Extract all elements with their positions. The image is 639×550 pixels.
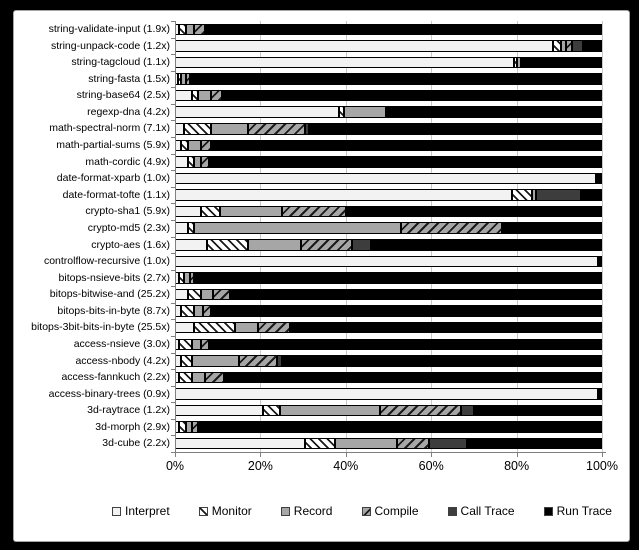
x-axis-line [171,452,606,453]
bar-segment-interpret [175,106,339,118]
category-label: string-fasta (1.5x) [88,72,170,85]
bar-segment-monitor [188,289,201,301]
bar-row [175,73,602,85]
bar-segment-run-trace [209,156,602,168]
category-label: math-partial-sums (5.9x) [56,139,170,152]
bar-segment-interpret [175,289,188,301]
bar-row [175,239,602,251]
category-label: bitops-3bit-bits-in-byte (25.5x) [31,321,170,334]
y-axis-tick [171,303,175,304]
bar-segment-interpret [175,156,188,168]
bar-segment-record [192,372,205,384]
bar-segment-run-trace [194,272,602,284]
y-axis-tick [171,452,175,453]
bar-segment-record [211,123,247,135]
y-axis-tick [171,187,175,188]
bar-segment-record [344,106,387,118]
y-axis-line [175,21,176,452]
bar-segment-record [188,140,201,152]
x-axis-tick [175,452,176,457]
bar-segment-compile [205,372,224,384]
y-axis-tick [171,38,175,39]
bar-row [175,24,602,36]
y-axis-tick [171,319,175,320]
legend-item-run-trace [544,504,612,518]
compile-swatch-icon [362,507,371,516]
bar-segment-run-trace [211,305,602,317]
bar-segment-compile [397,438,429,450]
run-trace-swatch-icon [544,507,553,516]
bar-segment-interpret [175,388,598,400]
category-label: controlflow-recursive (1.0x) [43,255,170,268]
bar-segment-interpret [175,189,512,201]
bar-segment-compile [201,156,210,168]
category-label: access-nsieve (3.0x) [73,337,170,350]
bar-row [175,322,602,334]
y-axis-tick [171,170,175,171]
category-label: access-nbody (4.2x) [75,354,170,367]
category-label: bitops-nsieve-bits (2.7x) [58,271,170,284]
bar-segment-run-trace [222,90,602,102]
category-label: 3d-morph (2.9x) [95,420,170,433]
bar-segment-record [280,405,380,417]
y-axis-tick [171,270,175,271]
bar-segment-record [335,438,397,450]
bar-segment-monitor [184,123,212,135]
bar-segment-run-trace [282,355,602,367]
legend-item-call-trace [448,504,515,518]
bar-segment-run-trace [371,239,602,251]
bar-segment-call-trace [429,438,467,450]
y-axis-tick [171,220,175,221]
call-trace-swatch-icon [448,507,457,516]
bar-segment-compile [282,206,346,218]
bar-segment-monitor [179,372,192,384]
category-label: string-tagcloud (1.1x) [71,56,170,69]
y-axis-tick [171,336,175,337]
x-tick-label-40: 40% [333,459,359,473]
category-label: 3d-cube (2.2x) [102,437,170,450]
bar-segment-interpret [175,256,598,268]
plot-area [175,21,602,452]
bar-segment-run-trace [290,322,602,334]
bar-row [175,355,602,367]
bar-segment-interpret [175,123,184,135]
bar-segment-run-trace [230,289,601,301]
bar-row [175,222,602,234]
bar-segment-record [192,339,201,351]
bar-row [175,305,602,317]
y-axis-tick [171,369,175,370]
y-axis-tick [171,353,175,354]
bar-segment-interpret [175,222,188,234]
bar-row [175,372,602,384]
legend-item-compile [362,504,419,518]
category-label: regexp-dna (4.2x) [87,105,170,118]
bar-segment-interpret [175,40,553,52]
bar-segment-run-trace [211,140,602,152]
category-label: bitops-bitwise-and (25.2x) [49,288,170,301]
y-axis-tick [171,435,175,436]
x-axis-tick [602,452,603,457]
bar-segment-run-trace [190,73,602,85]
x-tick-label-0: 0% [165,459,185,473]
bar-row [175,405,602,417]
bar-segment-monitor [201,206,220,218]
bar-segment-monitor [263,405,280,417]
bar-segment-compile [380,405,461,417]
x-axis-tick [517,452,518,457]
category-label: date-format-xparb (1.0x) [56,172,170,185]
x-axis-tick [346,452,347,457]
bar-row [175,57,602,69]
bar-segment-interpret [175,438,305,450]
bar-segment-record [194,222,401,234]
bar-segment-call-trace [352,239,371,251]
category-label: date-format-tofte (1.1x) [62,188,170,201]
category-label: math-spectral-norm (7.1x) [49,122,170,135]
bar-row [175,140,602,152]
bar-segment-compile [211,90,222,102]
x-tick-label-20: 20% [247,459,273,473]
bar-segment-compile [203,305,212,317]
interpret-swatch-icon [112,507,121,516]
bar-segment-compile [258,322,290,334]
bar-segment-monitor [179,339,192,351]
bar-row [175,438,602,450]
bar-segment-run-trace [224,372,602,384]
bar-segment-run-trace [502,222,602,234]
bar-segment-run-trace [521,57,602,69]
bar-segment-monitor [181,305,194,317]
legend-item-record [281,504,333,518]
bar-segment-run-trace [346,206,602,218]
bar-row [175,256,602,268]
bar-segment-run-trace [598,256,602,268]
bar-row [175,40,602,52]
bar-segment-monitor [305,438,335,450]
category-label: crypto-aes (1.6x) [91,238,170,251]
bar-row [175,289,602,301]
y-axis-tick [171,104,175,105]
category-label: math-cordic (4.9x) [85,155,170,168]
y-axis-tick [171,419,175,420]
bar-segment-call-trace [461,405,474,417]
legend-label: Interpret [125,504,170,518]
category-label: crypto-md5 (2.3x) [87,221,170,234]
bar-segment-monitor [181,355,192,367]
category-label: string-validate-input (1.9x) [48,23,170,35]
bar-row [175,123,602,135]
bar-segment-run-trace [581,189,602,201]
bar-segment-run-trace [467,438,602,450]
legend-label: Call Trace [460,504,515,518]
bar-segment-monitor [194,322,235,334]
bar-segment-interpret [175,206,201,218]
bar-row [175,90,602,102]
bar-segment-run-trace [309,123,601,135]
category-label: access-binary-trees (0.9x) [48,387,170,400]
bar-segment-call-trace [572,40,583,52]
bar-segment-interpret [175,405,263,417]
legend-label: Monitor [211,504,252,518]
x-tick-label-60: 60% [418,459,444,473]
bar-segment-interpret [175,173,596,185]
bar-row [175,421,602,433]
bar-segment-record [220,206,282,218]
bar-segment-run-trace [209,339,602,351]
category-label: string-base64 (2.5x) [76,89,170,102]
category-label: 3d-raytrace (1.2x) [87,404,170,417]
bar-row [175,388,602,400]
y-axis-tick [171,154,175,155]
bar-segment-call-trace [536,189,581,201]
bar-segment-record [198,90,211,102]
bar-segment-interpret [175,239,207,251]
bar-segment-run-trace [598,388,602,400]
bar-segment-monitor [207,239,248,251]
gridline [602,21,603,452]
bar-segment-compile [213,289,230,301]
bar-segment-run-trace [474,405,602,417]
bar-row [175,156,602,168]
bar-row [175,272,602,284]
category-label: access-fannkuch (2.2x) [61,371,170,384]
y-axis-tick [171,137,175,138]
bar-segment-compile [401,222,501,234]
y-axis-tick [171,402,175,403]
legend-label: Record [293,504,333,518]
legend [112,501,612,521]
y-axis-tick [171,237,175,238]
y-axis-tick [171,54,175,55]
bar-segment-run-trace [386,106,602,118]
bar-segment-run-trace [583,40,602,52]
bar-segment-interpret [175,322,194,334]
x-axis-tick [431,452,432,457]
bar-segment-run-trace [205,24,602,36]
x-axis-tick [260,452,261,457]
x-tick-label-80: 80% [504,459,530,473]
bar-segment-monitor [553,40,562,52]
bar-segment-compile [248,123,306,135]
bar-segment-monitor [512,189,531,201]
legend-item-interpret [112,504,170,518]
bar-segment-record [248,239,301,251]
category-label: bitops-bits-in-byte (8.7x) [57,304,170,317]
bar-segment-compile [194,24,205,36]
bar-segment-record [186,24,195,36]
bar-segment-record [201,289,214,301]
bar-segment-compile [301,239,352,251]
x-axis-tick-labels [0,459,639,477]
bar-row [175,206,602,218]
bar-segment-compile [201,140,212,152]
bar-segment-record [235,322,258,334]
bar-segment-record [192,355,239,367]
y-axis-tick [171,87,175,88]
bar-segment-interpret [175,57,514,69]
y-axis-tick [171,286,175,287]
bar-segment-record [194,305,203,317]
legend-item-monitor [199,504,252,518]
y-axis-tick [171,120,175,121]
category-label: crypto-sha1 (5.9x) [85,205,170,218]
bar-row [175,189,602,201]
bar-row [175,173,602,185]
legend-label: Run Trace [556,504,612,518]
y-axis-tick [171,253,175,254]
monitor-swatch-icon [199,507,208,516]
record-swatch-icon [281,507,290,516]
bar-segment-run-trace [198,421,602,433]
bar-row [175,106,602,118]
bar-segment-compile [239,355,277,367]
y-axis-tick [171,21,175,22]
y-axis-tick [171,71,175,72]
x-tick-label-100: 100% [586,459,618,473]
category-label: string-unpack-code (1.2x) [50,39,170,52]
bar-row [175,339,602,351]
legend-label: Compile [374,504,419,518]
bar-segment-interpret [175,90,192,102]
y-axis-tick [171,203,175,204]
bar-segment-compile [201,339,210,351]
bar-segment-run-trace [598,173,602,185]
y-axis-tick [171,386,175,387]
